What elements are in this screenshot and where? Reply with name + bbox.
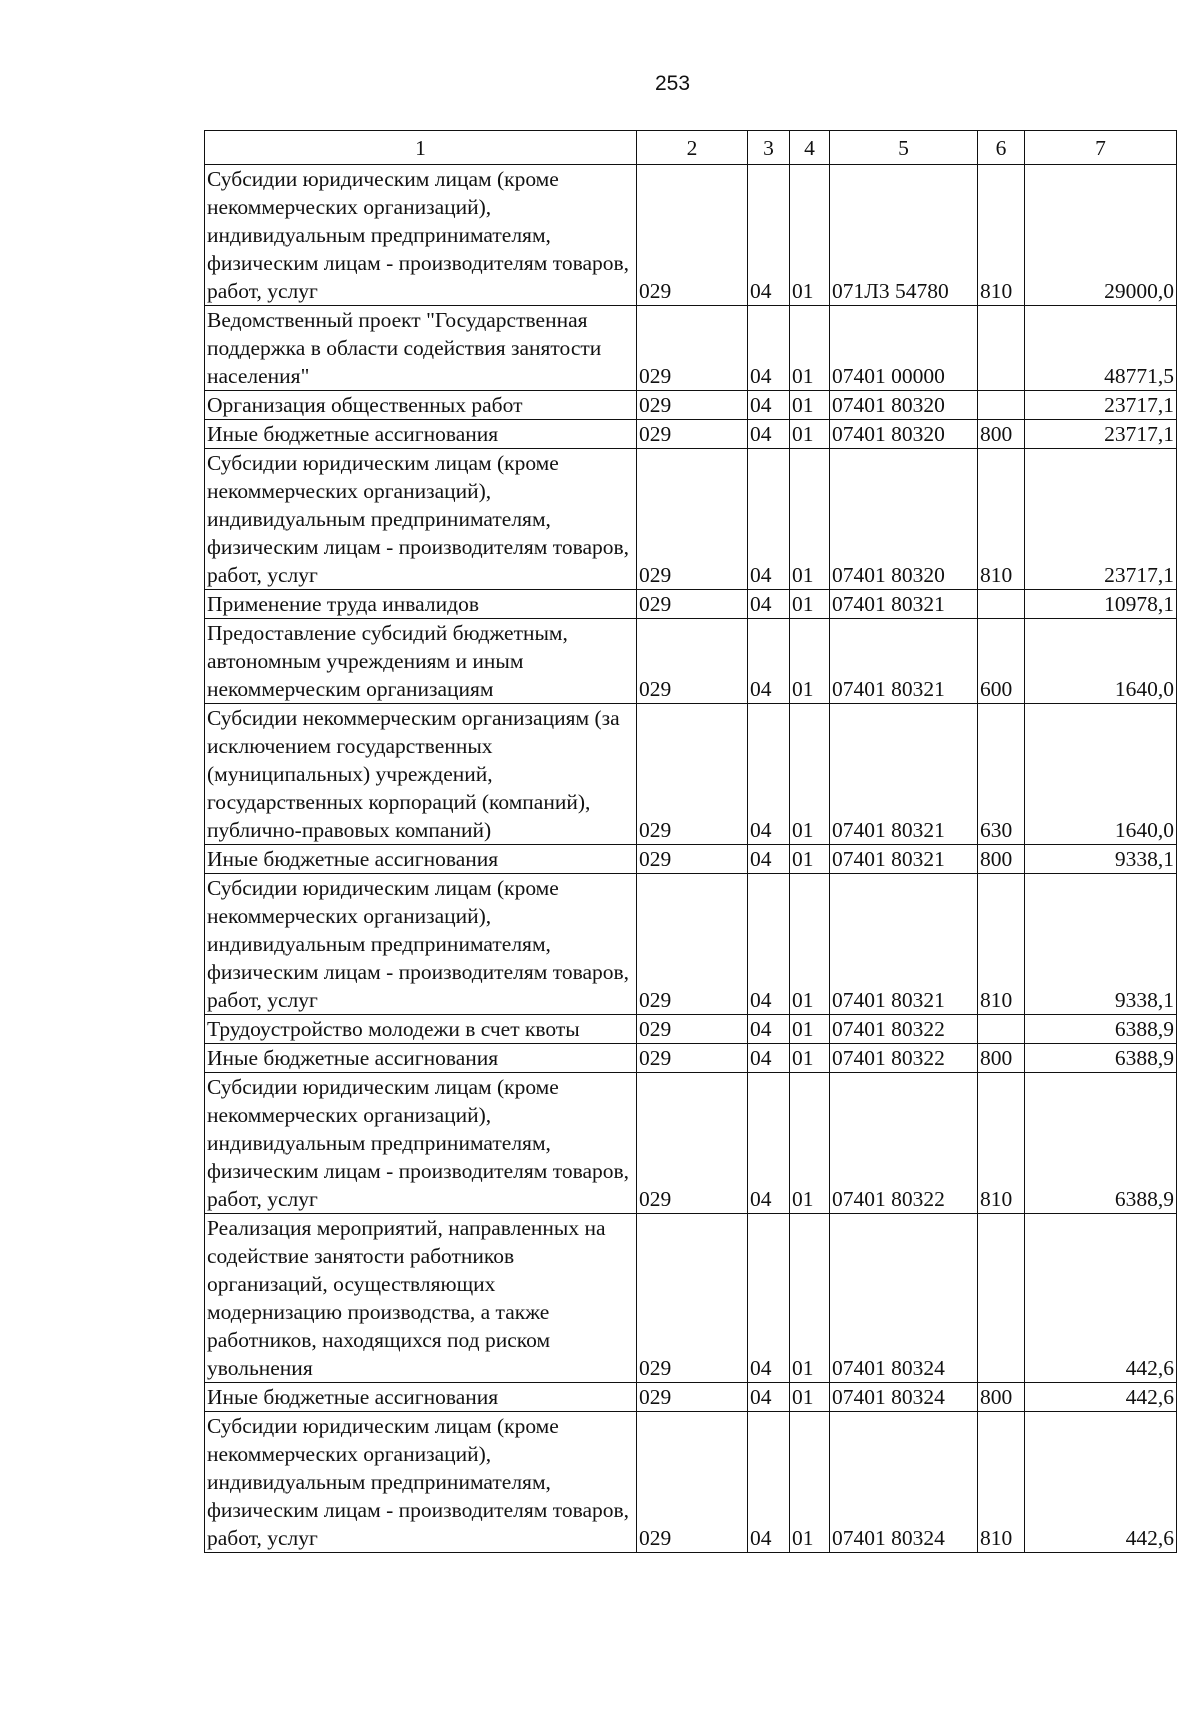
row-expense-type-cell: [978, 391, 1025, 420]
row-section-cell: 04: [748, 391, 790, 420]
row-code-cell: 029: [637, 590, 748, 619]
row-expense-type-cell: 800: [978, 1044, 1025, 1073]
row-name-cell: Иные бюджетные ассигнования: [205, 420, 637, 449]
row-name-cell: Субсидии некоммерческим организациям (за исключением государственных (муниципальных) учреждений, государственных корпораций (компаний), публично-правовых компаний): [205, 704, 637, 845]
row-section-cell: 04: [748, 1412, 790, 1553]
row-section-cell: 04: [748, 1044, 790, 1073]
table-row: [205, 1073, 1177, 1214]
row-target-article-cell: 07401 80324: [830, 1214, 978, 1383]
row-target-article-cell: 07401 80320: [830, 449, 978, 590]
table-row: [205, 306, 1177, 391]
row-amount-cell: 48771,5: [1025, 306, 1177, 391]
row-expense-type-cell: 800: [978, 845, 1025, 874]
row-amount-cell: 1640,0: [1025, 704, 1177, 845]
column-header: 4: [790, 131, 830, 165]
row-subsection-cell: 01: [790, 845, 830, 874]
row-subsection-cell: 01: [790, 619, 830, 704]
row-code-cell: 029: [637, 306, 748, 391]
row-section-cell: 04: [748, 449, 790, 590]
table-row: [205, 449, 1177, 590]
row-name-cell: Трудоустройство молодежи в счет квоты: [205, 1015, 637, 1044]
row-target-article-cell: 07401 80324: [830, 1412, 978, 1553]
row-target-article-cell: 07401 80322: [830, 1015, 978, 1044]
row-amount-cell: 9338,1: [1025, 874, 1177, 1015]
row-target-article-cell: 07401 80321: [830, 874, 978, 1015]
row-amount-cell: 6388,9: [1025, 1073, 1177, 1214]
row-amount-cell: 442,6: [1025, 1412, 1177, 1553]
table-row: [205, 845, 1177, 874]
row-subsection-cell: 01: [790, 1073, 830, 1214]
row-name-cell: Реализация мероприятий, направленных на содействие занятости работников организаций, осуществляющих модернизацию производства, а также работников, находящихся под риском увольнения: [205, 1214, 637, 1383]
row-section-cell: 04: [748, 874, 790, 1015]
row-subsection-cell: 01: [790, 391, 830, 420]
row-amount-cell: 29000,0: [1025, 165, 1177, 306]
table-row: [205, 1383, 1177, 1412]
row-amount-cell: 23717,1: [1025, 420, 1177, 449]
row-name-cell: Субсидии юридическим лицам (кроме некоммерческих организаций), индивидуальным предпринимателям, физическим лицам - производителям товаров, работ, услуг: [205, 874, 637, 1015]
table-row: [205, 1015, 1177, 1044]
page-number: 253: [654, 72, 691, 95]
row-section-cell: 04: [748, 845, 790, 874]
row-expense-type-cell: [978, 1015, 1025, 1044]
row-target-article-cell: 07401 80321: [830, 619, 978, 704]
column-header: 2: [637, 131, 748, 165]
table-row: [205, 590, 1177, 619]
column-header: 7: [1025, 131, 1177, 165]
row-code-cell: 029: [637, 1044, 748, 1073]
column-header: 5: [830, 131, 978, 165]
row-code-cell: 029: [637, 391, 748, 420]
row-name-cell: Применение труда инвалидов: [205, 590, 637, 619]
row-expense-type-cell: 810: [978, 449, 1025, 590]
row-code-cell: 029: [637, 449, 748, 590]
row-target-article-cell: 07401 80324: [830, 1383, 978, 1412]
row-name-cell: Иные бюджетные ассигнования: [205, 1044, 637, 1073]
row-name-cell: Предоставление субсидий бюджетным, автономным учреждениям и иным некоммерческим организациям: [205, 619, 637, 704]
row-code-cell: 029: [637, 1412, 748, 1553]
row-subsection-cell: 01: [790, 1412, 830, 1553]
row-amount-cell: 23717,1: [1025, 391, 1177, 420]
row-code-cell: 029: [637, 420, 748, 449]
table-row: [205, 165, 1177, 306]
row-code-cell: 029: [637, 165, 748, 306]
row-amount-cell: 442,6: [1025, 1214, 1177, 1383]
table-body: [205, 165, 1177, 1553]
row-amount-cell: 442,6: [1025, 1383, 1177, 1412]
row-section-cell: 04: [748, 1214, 790, 1383]
table-row: [205, 619, 1177, 704]
row-name-cell: Субсидии юридическим лицам (кроме некоммерческих организаций), индивидуальным предпринимателям, физическим лицам - производителям товаров, работ, услуг: [205, 1412, 637, 1553]
row-section-cell: 04: [748, 306, 790, 391]
row-section-cell: 04: [748, 590, 790, 619]
row-expense-type-cell: [978, 590, 1025, 619]
row-subsection-cell: 01: [790, 874, 830, 1015]
column-header: 3: [748, 131, 790, 165]
row-name-cell: Субсидии юридическим лицам (кроме некоммерческих организаций), индивидуальным предпринимателям, физическим лицам - производителям товаров, работ, услуг: [205, 165, 637, 306]
row-amount-cell: 1640,0: [1025, 619, 1177, 704]
row-target-article-cell: 07401 80322: [830, 1044, 978, 1073]
row-amount-cell: 9338,1: [1025, 845, 1177, 874]
table-row: [205, 704, 1177, 845]
row-expense-type-cell: [978, 306, 1025, 391]
row-expense-type-cell: 630: [978, 704, 1025, 845]
row-amount-cell: 23717,1: [1025, 449, 1177, 590]
row-expense-type-cell: 600: [978, 619, 1025, 704]
row-section-cell: 04: [748, 619, 790, 704]
row-expense-type-cell: [978, 1214, 1025, 1383]
row-name-cell: Иные бюджетные ассигнования: [205, 845, 637, 874]
row-code-cell: 029: [637, 704, 748, 845]
column-header: 6: [978, 131, 1025, 165]
row-name-cell: Субсидии юридическим лицам (кроме некоммерческих организаций), индивидуальным предпринимателям, физическим лицам - производителям товаров, работ, услуг: [205, 1073, 637, 1214]
table-row: [205, 874, 1177, 1015]
row-name-cell: Субсидии юридическим лицам (кроме некоммерческих организаций), индивидуальным предпринимателям, физическим лицам - производителям товаров, работ, услуг: [205, 449, 637, 590]
row-expense-type-cell: 810: [978, 1073, 1025, 1214]
row-code-cell: 029: [637, 619, 748, 704]
table-row: [205, 391, 1177, 420]
row-code-cell: 029: [637, 845, 748, 874]
row-section-cell: 04: [748, 165, 790, 306]
row-target-article-cell: 07401 80321: [830, 590, 978, 619]
row-subsection-cell: 01: [790, 306, 830, 391]
row-target-article-cell: 07401 00000: [830, 306, 978, 391]
table-row: [205, 420, 1177, 449]
row-amount-cell: 10978,1: [1025, 590, 1177, 619]
row-name-cell: Иные бюджетные ассигнования: [205, 1383, 637, 1412]
row-expense-type-cell: 810: [978, 874, 1025, 1015]
row-target-article-cell: 07401 80321: [830, 845, 978, 874]
row-subsection-cell: 01: [790, 449, 830, 590]
row-subsection-cell: 01: [790, 704, 830, 845]
row-subsection-cell: 01: [790, 165, 830, 306]
row-section-cell: 04: [748, 704, 790, 845]
row-subsection-cell: 01: [790, 590, 830, 619]
row-subsection-cell: 01: [790, 420, 830, 449]
row-name-cell: Организация общественных работ: [205, 391, 637, 420]
row-code-cell: 029: [637, 1073, 748, 1214]
header-row: [205, 131, 1177, 165]
row-code-cell: 029: [637, 1383, 748, 1412]
row-expense-type-cell: 810: [978, 1412, 1025, 1553]
row-code-cell: 029: [637, 874, 748, 1015]
row-target-article-cell: 07401 80320: [830, 420, 978, 449]
row-expense-type-cell: 800: [978, 1383, 1025, 1412]
row-section-cell: 04: [748, 1383, 790, 1412]
column-header: 1: [205, 131, 637, 165]
row-subsection-cell: 01: [790, 1044, 830, 1073]
row-subsection-cell: 01: [790, 1214, 830, 1383]
row-name-cell: Ведомственный проект "Государственная поддержка в области содействия занятости населения": [205, 306, 637, 391]
row-code-cell: 029: [637, 1015, 748, 1044]
row-section-cell: 04: [748, 420, 790, 449]
row-amount-cell: 6388,9: [1025, 1015, 1177, 1044]
row-target-article-cell: 071Л3 54780: [830, 165, 978, 306]
row-expense-type-cell: 800: [978, 420, 1025, 449]
row-section-cell: 04: [748, 1015, 790, 1044]
row-target-article-cell: 07401 80321: [830, 704, 978, 845]
row-target-article-cell: 07401 80320: [830, 391, 978, 420]
row-expense-type-cell: 810: [978, 165, 1025, 306]
row-subsection-cell: 01: [790, 1383, 830, 1412]
table-row: [205, 1412, 1177, 1553]
table-row: [205, 1214, 1177, 1383]
row-target-article-cell: 07401 80322: [830, 1073, 978, 1214]
table-row: [205, 1044, 1177, 1073]
budget-table: [204, 130, 1177, 1553]
row-code-cell: 029: [637, 1214, 748, 1383]
row-section-cell: 04: [748, 1073, 790, 1214]
row-amount-cell: 6388,9: [1025, 1044, 1177, 1073]
row-subsection-cell: 01: [790, 1015, 830, 1044]
